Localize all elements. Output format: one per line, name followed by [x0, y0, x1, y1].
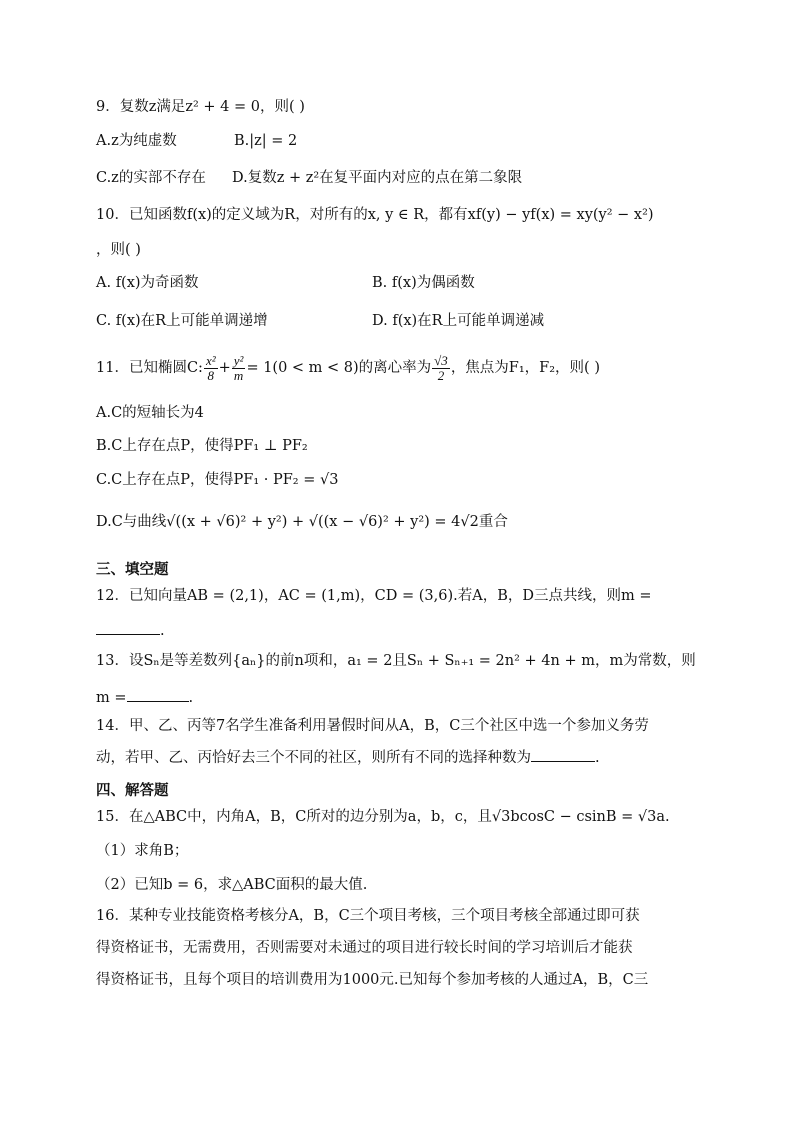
fraction-numerator: x² — [205, 352, 216, 368]
q16-stem-line1: 16．某种专业技能资格考核分A，B，C三个项目考核，三个项目考核全部通过即可获 — [96, 908, 640, 924]
plus-sign: + — [218, 360, 231, 376]
q11-stem-pre: 11．已知椭圆C: — [96, 360, 203, 376]
q11-option-b: B.C上存在点P，使得PF₁ ⊥ PF₂ — [96, 438, 308, 454]
q16-stem-line3: 得资格证书，且每个项目的培训费用为1000元.已知每个参加考核的人通过A，B，C三 — [96, 972, 649, 988]
fraction-numerator: √3 — [434, 352, 448, 368]
q9-option-c: C.z的实部不存在 — [96, 170, 206, 186]
q13-stem: 13．设Sₙ是等差数列{aₙ}的前n项和，a₁ = 2且Sₙ + Sₙ₊₁ = 2n² + 4n + m，m为常数，则 — [96, 653, 696, 669]
q13-answer-line — [96, 687, 193, 708]
q11-stem — [96, 348, 600, 388]
q9-option-b: B.|z| = 2 — [234, 133, 298, 149]
fraction-y2-over-m — [232, 354, 246, 383]
fraction-denominator: m — [233, 367, 244, 383]
fraction-denominator: 8 — [207, 367, 215, 383]
q16-stem-line2: 得资格证书，无需费用，否则需要对未通过的项目进行较长时间的学习培训后才能获 — [96, 940, 633, 956]
q11-option-a: A.C的短轴长为4 — [96, 405, 204, 421]
q14-end: . — [595, 750, 600, 766]
q11-option-c: C.C上存在点P，使得PF₁ · PF₂ = √3 — [96, 472, 339, 488]
answer-blank[interactable] — [127, 687, 189, 702]
q12-stem: 12．已知向量AB = (2,1)，AC = (1,m)，CD = (3,6).若A，B，D三点共线，则m = — [96, 588, 652, 604]
q10-option-c: C. f(x)在R上可能单调递增 — [96, 313, 268, 329]
q11-option-d: D.C与曲线√((x + √6)² + y²) + √((x − √6)² + y²) = 4√2重合 — [96, 514, 508, 530]
q15-part-1: （1）求角B； — [96, 843, 189, 859]
q9-option-a: A.z为纯虚数 — [96, 133, 177, 149]
q12-end: . — [160, 623, 165, 639]
q14-stem-text: 动，若甲、乙、丙恰好去三个不同的社区，则所有不同的选择种数为 — [96, 750, 531, 766]
q13-answer-prefix: m = — [96, 690, 127, 706]
fraction-denominator: 2 — [437, 367, 445, 383]
answer-blank[interactable] — [96, 620, 160, 635]
q15-stem: 15．在△ABC中，内角A，B，C所对的边分别为a，b，c，且√3bcosC − csinB = √3a. — [96, 809, 670, 825]
q12-answer-line — [96, 620, 165, 641]
q10-option-d: D. f(x)在R上可能单调递减 — [372, 313, 545, 329]
q13-end: . — [188, 690, 194, 706]
q9-option-d: D.复数z + z²在复平面内对应的点在第二象限 — [232, 170, 523, 186]
answer-blank[interactable] — [531, 747, 595, 762]
q10-stem: 10．已知函数f(x)的定义域为R，对所有的x, y ∈ R，都有xf(y) − yf(x) = xy(y² − x²) — [96, 207, 654, 223]
q11-stem-mid: = 1(0 < m < 8)的离心率为 — [246, 360, 432, 376]
q14-stem-cont — [96, 747, 600, 768]
fraction-x2-over-8 — [204, 354, 218, 383]
fraction-sqrt3-over-2 — [432, 354, 450, 383]
q9-stem: 9．复数z满足z² + 4 = 0，则( ) — [96, 99, 305, 115]
q15-part-2: （2）已知b = 6，求△ABC面积的最大值. — [96, 877, 368, 893]
q14-stem: 14．甲、乙、丙等7名学生准备利用暑假时间从A，B，C三个社区中选一个参加义务劳 — [96, 718, 649, 734]
fraction-numerator: y² — [233, 352, 244, 368]
q10-option-a: A. f(x)为奇函数 — [96, 275, 199, 291]
q10-stem-cont: ，则( ) — [96, 242, 141, 258]
section-solution-title: 四、解答题 — [96, 782, 169, 799]
q11-stem-post: ，焦点为F₁，F₂，则( ) — [450, 360, 600, 376]
q10-option-b: B. f(x)为偶函数 — [372, 275, 475, 291]
section-fill-in-blank-title: 三、填空题 — [96, 561, 169, 578]
